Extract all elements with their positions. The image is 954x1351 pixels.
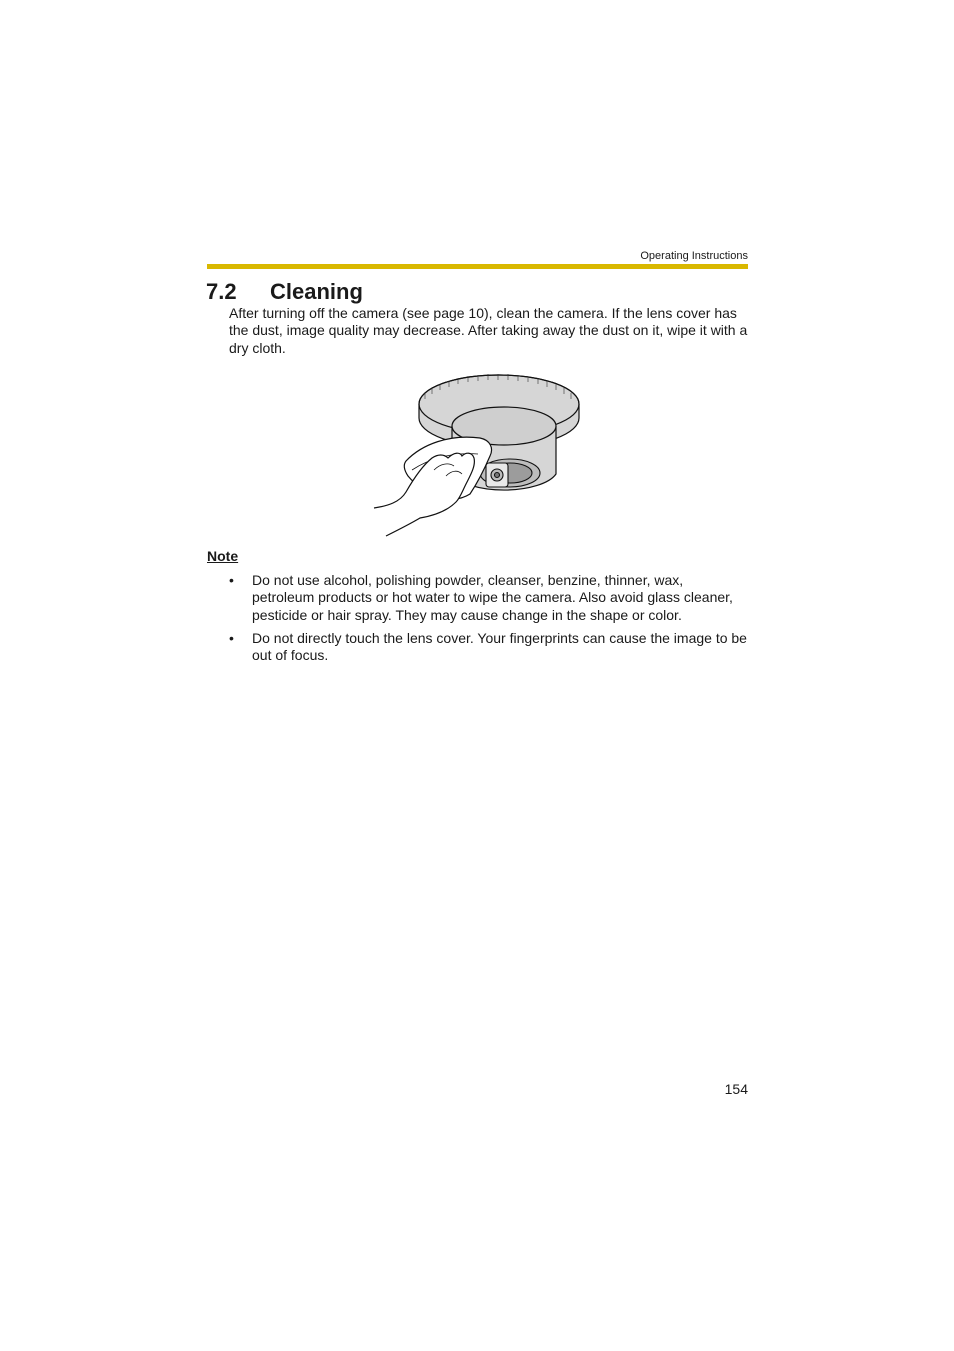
hand [374,453,474,536]
header-rule [207,264,748,269]
section-heading [206,278,363,306]
bullet-icon: • [229,629,234,646]
bullet-icon: • [229,572,234,588]
note-label: Note [207,548,239,564]
list-item [229,572,749,624]
section-number: 7.2 [206,279,237,304]
list-item [229,630,749,665]
note-text: Do not use alcohol, polishing powder, cleanser, benzine, thinner, wax, petroleum products or hot water to wipe the camera. Also avoid glass cleaner, pesticide or hair spray. They may cause change in the shape or color. [252,572,733,623]
note-list [229,572,749,670]
camera-cleaning-illustration [370,366,582,538]
lens-housing [480,459,540,487]
running-header: Operating Instructions [640,250,748,262]
intro-paragraph: After turning off the camera (see page 10), clean the camera. If the lens cover has the dust, image quality may decrease. After taking away the dust on it, wipe it with a dry cloth. [229,305,748,356]
page-number: 154 [724,1081,748,1097]
note-text: Do not directly touch the lens cover. Your fingerprints can cause the image to be out of focus. [252,629,747,664]
section-title: Cleaning [270,279,363,304]
